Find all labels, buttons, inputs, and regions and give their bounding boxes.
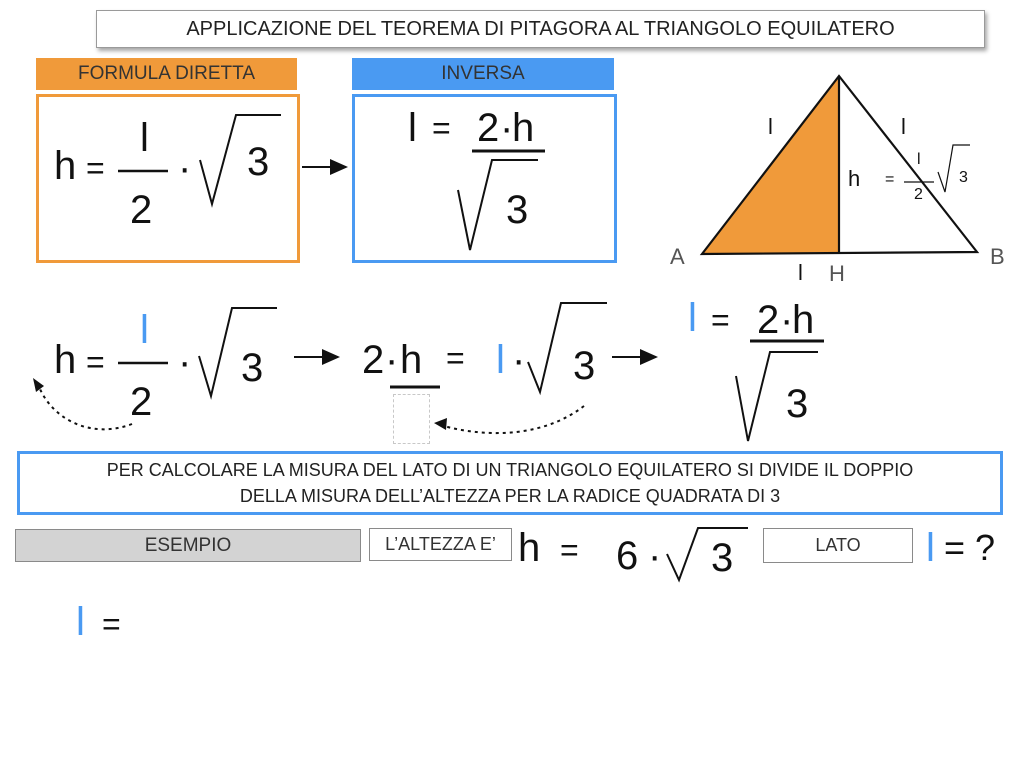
triangle-side-right-label: l xyxy=(901,114,906,139)
deriv2-dot: · xyxy=(385,338,399,382)
example-label: ESEMPIO xyxy=(15,529,361,562)
deriv3-three: 3 xyxy=(786,382,809,426)
inverse-dot: · xyxy=(500,106,514,150)
deriv3-dot: · xyxy=(780,298,794,342)
deriv-two: 2 xyxy=(130,380,153,424)
answer-l: l xyxy=(76,600,85,644)
triangle-base-label: l xyxy=(798,260,803,285)
inverse-eq: = xyxy=(432,110,451,146)
inverse-formula-header: INVERSA xyxy=(352,58,614,90)
triangle-formula-three: 3 xyxy=(959,169,968,186)
triangle-foot-h: H xyxy=(829,261,845,286)
deriv3-l: l xyxy=(688,296,697,340)
inverse-two: 2 xyxy=(477,106,500,150)
dashed-arrow-middle-head xyxy=(434,418,447,430)
example-question: = ? xyxy=(944,527,996,568)
direct-two: 2 xyxy=(130,188,153,232)
example-h: h xyxy=(518,526,541,570)
dashed-arrow-left-head xyxy=(33,378,44,392)
dashed-arrow-middle xyxy=(444,406,584,433)
example-six: 6 xyxy=(616,534,639,578)
deriv-sqrt-icon xyxy=(199,308,277,396)
deriv-l: l xyxy=(140,308,149,352)
triangle-height-label: h xyxy=(848,166,861,191)
deriv2-sqrt-icon xyxy=(528,303,607,392)
example-sqrt-icon xyxy=(667,528,748,580)
side-label-box: LATO xyxy=(763,528,913,563)
deriv2-three: 3 xyxy=(573,344,596,388)
deriv2-two: 2 xyxy=(362,338,385,382)
deriv2-dot2: · xyxy=(512,338,526,382)
height-label-box: L’ALTEZZA E’ xyxy=(369,528,512,561)
deriv3-two: 2 xyxy=(757,298,780,342)
triangle-small-sqrt-icon xyxy=(938,145,970,192)
example-l: l xyxy=(926,526,935,570)
triangle-formula-eq: = xyxy=(885,171,895,188)
deriv3-eq: = xyxy=(711,302,730,338)
inverse-three: 3 xyxy=(506,188,529,232)
deriv2-h: h xyxy=(400,338,423,382)
rule-line-1: PER CALCOLARE LA MISURA DEL LATO DI UN TRIANGOLO EQUILATERO SI DIVIDE IL DOPPIO xyxy=(106,460,914,480)
deriv2-l: l xyxy=(496,338,505,382)
deriv3-sqrt-icon xyxy=(736,352,818,441)
inverse-l: l xyxy=(408,106,417,150)
direct-h: h xyxy=(54,144,77,188)
page-title: APPLICAZIONE DEL TEOREMA DI PITAGORA AL TRIANGOLO EQUILATERO xyxy=(96,10,985,48)
deriv-h: h xyxy=(54,338,77,382)
triangle-side-left-label: l xyxy=(768,114,773,139)
rule-line-2: DELLA MISURA DELL’ALTEZZA PER LA RADICE QUADRATA DI 3 xyxy=(239,486,781,506)
deriv-eq: = xyxy=(86,344,105,380)
example-dot: · xyxy=(648,534,662,578)
triangle-formula-two: 2 xyxy=(914,186,923,203)
deriv2-eq: = xyxy=(446,340,465,376)
direct-dot: · xyxy=(178,146,192,190)
deriv-dot: · xyxy=(178,340,192,384)
dashed-arrow-left xyxy=(38,384,132,429)
direct-eq: = xyxy=(86,150,105,186)
triangle-formula-l: l xyxy=(917,151,921,168)
inverse-h: h xyxy=(512,106,535,150)
triangle-vertex-b: B xyxy=(990,244,1005,269)
direct-sqrt-icon xyxy=(200,115,281,204)
deriv-three: 3 xyxy=(241,346,264,390)
inverse-sqrt-icon xyxy=(458,160,538,250)
example-eq: = xyxy=(560,532,579,568)
example-three: 3 xyxy=(711,536,734,580)
direct-l: l xyxy=(140,116,149,160)
answer-eq: = xyxy=(102,606,121,642)
triangle-vertex-a: A xyxy=(670,244,685,269)
direct-formula-header: FORMULA DIRETTA xyxy=(36,58,297,90)
deriv3-h: h xyxy=(792,298,815,342)
direct-three: 3 xyxy=(247,140,270,184)
